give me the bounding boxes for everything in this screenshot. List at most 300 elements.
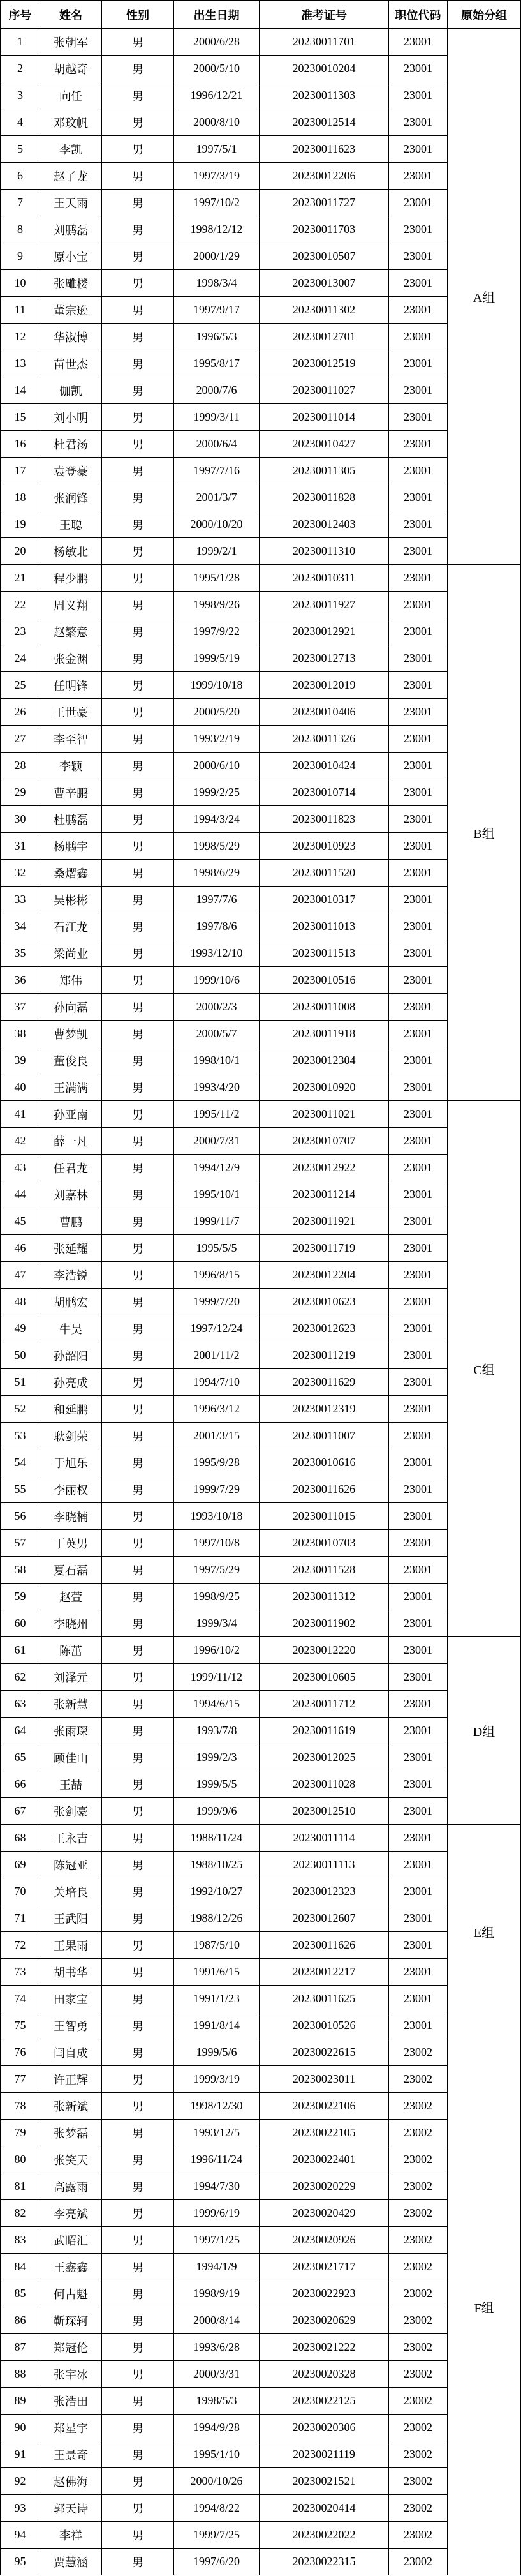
cell-name: 张梦磊 xyxy=(40,2120,101,2146)
cell-gender: 男 xyxy=(102,806,173,832)
cell-name: 王果雨 xyxy=(40,1932,101,1958)
cell-gender: 男 xyxy=(102,860,173,886)
cell-exam-id: 20230011015 xyxy=(260,1503,388,1529)
cell-position-code: 23002 xyxy=(389,2039,447,2065)
cell-gender: 男 xyxy=(102,1262,173,1288)
cell-name: 曹鹏 xyxy=(40,1208,101,1234)
cell-no: 45 xyxy=(1,1208,40,1234)
cell-name: 关培良 xyxy=(40,1878,101,1905)
cell-position-code: 23001 xyxy=(389,1744,447,1771)
cell-birth-date: 1997/10/8 xyxy=(174,1530,259,1556)
cell-exam-id: 20230010427 xyxy=(260,431,388,457)
cell-exam-id: 20230011302 xyxy=(260,297,388,323)
cell-gender: 男 xyxy=(102,2039,173,2065)
cell-no: 24 xyxy=(1,645,40,671)
cell-birth-date: 1988/12/26 xyxy=(174,1905,259,1931)
cell-gender: 男 xyxy=(102,2388,173,2414)
cell-name: 王武阳 xyxy=(40,1905,101,1931)
cell-no: 1 xyxy=(1,29,40,55)
cell-exam-id: 20230021521 xyxy=(260,2468,388,2494)
cell-no: 83 xyxy=(1,2227,40,2253)
cell-gender: 男 xyxy=(102,1128,173,1154)
cell-exam-id: 20230011310 xyxy=(260,538,388,564)
cell-name: 原小宝 xyxy=(40,243,101,269)
cell-no: 93 xyxy=(1,2495,40,2521)
cell-no: 51 xyxy=(1,1369,40,1395)
header-exam-id: 准考证号 xyxy=(260,1,388,28)
cell-birth-date: 1999/2/1 xyxy=(174,538,259,564)
cell-birth-date: 1998/5/3 xyxy=(174,2388,259,2414)
cell-no: 77 xyxy=(1,2066,40,2092)
cell-no: 48 xyxy=(1,1289,40,1315)
cell-exam-id: 20230011927 xyxy=(260,592,388,618)
cell-birth-date: 1997/10/2 xyxy=(174,190,259,216)
cell-gender: 男 xyxy=(102,1396,173,1422)
cell-gender: 男 xyxy=(102,2093,173,2119)
cell-name: 胡越奇 xyxy=(40,56,101,82)
cell-position-code: 23001 xyxy=(389,109,447,135)
cell-gender: 男 xyxy=(102,2522,173,2548)
cell-gender: 男 xyxy=(102,1852,173,1878)
cell-name: 王智勇 xyxy=(40,2012,101,2039)
cell-no: 88 xyxy=(1,2361,40,2387)
cell-position-code: 23002 xyxy=(389,2495,447,2521)
cell-position-code: 23002 xyxy=(389,2361,447,2387)
cell-exam-id: 20230010516 xyxy=(260,967,388,993)
cell-exam-id: 20230011021 xyxy=(260,1101,388,1127)
cell-birth-date: 2000/10/20 xyxy=(174,511,259,537)
cell-name: 武昭汇 xyxy=(40,2227,101,2253)
group-cell: F组 xyxy=(448,2039,520,2575)
cell-gender: 男 xyxy=(102,56,173,82)
cell-gender: 男 xyxy=(102,404,173,430)
cell-position-code: 23001 xyxy=(389,1986,447,2012)
cell-birth-date: 1999/3/4 xyxy=(174,1610,259,1636)
cell-birth-date: 2000/8/10 xyxy=(174,109,259,135)
group-cell: B组 xyxy=(448,565,520,1100)
cell-position-code: 23001 xyxy=(389,216,447,243)
cell-name: 董俊良 xyxy=(40,1047,101,1074)
group-cell: D组 xyxy=(448,1637,520,1824)
cell-position-code: 23001 xyxy=(389,672,447,698)
cell-birth-date: 1991/6/15 xyxy=(174,1959,259,1985)
cell-position-code: 23001 xyxy=(389,163,447,189)
cell-gender: 男 xyxy=(102,1584,173,1610)
cell-gender: 男 xyxy=(102,2334,173,2360)
cell-name: 陈冠亚 xyxy=(40,1852,101,1878)
cell-position-code: 23001 xyxy=(389,806,447,832)
cell-no: 59 xyxy=(1,1584,40,1610)
cell-no: 75 xyxy=(1,2012,40,2039)
cell-exam-id: 20230010923 xyxy=(260,833,388,859)
cell-no: 27 xyxy=(1,726,40,752)
cell-gender: 男 xyxy=(102,699,173,725)
header-birth-date: 出生日期 xyxy=(174,1,259,28)
cell-gender: 男 xyxy=(102,2173,173,2199)
cell-name: 张剑豪 xyxy=(40,1798,101,1824)
cell-gender: 男 xyxy=(102,1289,173,1315)
cell-no: 25 xyxy=(1,672,40,698)
cell-name: 向任 xyxy=(40,82,101,109)
cell-position-code: 23001 xyxy=(389,297,447,323)
cell-birth-date: 1999/6/19 xyxy=(174,2200,259,2226)
cell-exam-id: 20230012204 xyxy=(260,1262,388,1288)
cell-name: 李亮斌 xyxy=(40,2200,101,2226)
cell-birth-date: 2000/6/28 xyxy=(174,29,259,55)
cell-name: 孙韶阳 xyxy=(40,1342,101,1368)
cell-birth-date: 1997/12/24 xyxy=(174,1315,259,1342)
cell-exam-id: 20230010311 xyxy=(260,565,388,591)
cell-gender: 男 xyxy=(102,779,173,805)
cell-gender: 男 xyxy=(102,1476,173,1502)
cell-birth-date: 1999/7/20 xyxy=(174,1289,259,1315)
cell-position-code: 23001 xyxy=(389,270,447,296)
cell-birth-date: 2000/7/6 xyxy=(174,377,259,403)
cell-gender: 男 xyxy=(102,1744,173,1771)
cell-exam-id: 20230012319 xyxy=(260,1396,388,1422)
cell-no: 53 xyxy=(1,1423,40,1449)
cell-name: 王满满 xyxy=(40,1074,101,1100)
cell-gender: 男 xyxy=(102,2361,173,2387)
cell-position-code: 23002 xyxy=(389,2307,447,2333)
cell-no: 70 xyxy=(1,1878,40,1905)
cell-gender: 男 xyxy=(102,1423,173,1449)
cell-birth-date: 1995/11/2 xyxy=(174,1101,259,1127)
cell-birth-date: 2000/1/29 xyxy=(174,243,259,269)
cell-gender: 男 xyxy=(102,1557,173,1583)
cell-position-code: 23001 xyxy=(389,565,447,591)
cell-position-code: 23001 xyxy=(389,994,447,1020)
cell-position-code: 23001 xyxy=(389,324,447,350)
cell-gender: 男 xyxy=(102,1718,173,1744)
cell-gender: 男 xyxy=(102,1208,173,1234)
cell-gender: 男 xyxy=(102,726,173,752)
cell-position-code: 23002 xyxy=(389,2388,447,2414)
cell-name: 赵佛海 xyxy=(40,2468,101,2494)
cell-gender: 男 xyxy=(102,1074,173,1100)
cell-name: 孙向磊 xyxy=(40,994,101,1020)
cell-no: 68 xyxy=(1,1825,40,1851)
cell-no: 20 xyxy=(1,538,40,564)
cell-no: 13 xyxy=(1,350,40,377)
cell-name: 曹辛鹏 xyxy=(40,779,101,805)
cell-exam-id: 20230010616 xyxy=(260,1449,388,1476)
cell-birth-date: 1993/10/18 xyxy=(174,1503,259,1529)
cell-position-code: 23001 xyxy=(389,1047,447,1074)
cell-birth-date: 1991/8/14 xyxy=(174,2012,259,2039)
cell-birth-date: 1992/10/27 xyxy=(174,1878,259,1905)
cell-no: 73 xyxy=(1,1959,40,1985)
cell-position-code: 23001 xyxy=(389,404,447,430)
cell-birth-date: 1997/1/25 xyxy=(174,2227,259,2253)
cell-birth-date: 1996/5/3 xyxy=(174,324,259,350)
cell-birth-date: 1995/5/5 xyxy=(174,1235,259,1261)
cell-exam-id: 20230010707 xyxy=(260,1128,388,1154)
cell-exam-id: 20230012220 xyxy=(260,1637,388,1663)
cell-name: 李至智 xyxy=(40,726,101,752)
cell-position-code: 23001 xyxy=(389,1208,447,1234)
cell-birth-date: 1988/11/24 xyxy=(174,1825,259,1851)
cell-no: 81 xyxy=(1,2173,40,2199)
cell-name: 王鑫鑫 xyxy=(40,2254,101,2280)
cell-position-code: 23001 xyxy=(389,1021,447,1047)
cell-exam-id: 20230022315 xyxy=(260,2549,388,2575)
cell-position-code: 23001 xyxy=(389,887,447,913)
cell-birth-date: 2000/7/31 xyxy=(174,1128,259,1154)
cell-no: 33 xyxy=(1,887,40,913)
cell-name: 赵子龙 xyxy=(40,163,101,189)
cell-no: 63 xyxy=(1,1691,40,1717)
cell-exam-id: 20230010526 xyxy=(260,2012,388,2039)
cell-no: 22 xyxy=(1,592,40,618)
cell-exam-id: 20230012519 xyxy=(260,350,388,377)
cell-exam-id: 20230011520 xyxy=(260,860,388,886)
cell-no: 18 xyxy=(1,484,40,511)
cell-no: 11 xyxy=(1,297,40,323)
cell-birth-date: 2000/6/10 xyxy=(174,753,259,779)
cell-birth-date: 1998/12/12 xyxy=(174,216,259,243)
cell-birth-date: 1998/9/25 xyxy=(174,1584,259,1610)
cell-position-code: 23001 xyxy=(389,190,447,216)
cell-name: 胡书华 xyxy=(40,1959,101,1985)
cell-position-code: 23001 xyxy=(389,1235,447,1261)
cell-position-code: 23001 xyxy=(389,1798,447,1824)
cell-no: 43 xyxy=(1,1155,40,1181)
cell-no: 57 xyxy=(1,1530,40,1556)
cell-birth-date: 1999/9/6 xyxy=(174,1798,259,1824)
cell-gender: 男 xyxy=(102,1181,173,1208)
cell-position-code: 23001 xyxy=(389,618,447,645)
cell-position-code: 23001 xyxy=(389,1771,447,1797)
cell-birth-date: 1999/5/5 xyxy=(174,1771,259,1797)
cell-position-code: 23001 xyxy=(389,1959,447,1985)
cell-gender: 男 xyxy=(102,1530,173,1556)
cell-birth-date: 1997/9/22 xyxy=(174,618,259,645)
cell-no: 52 xyxy=(1,1396,40,1422)
cell-exam-id: 20230012623 xyxy=(260,1315,388,1342)
cell-gender: 男 xyxy=(102,2120,173,2146)
cell-name: 李浩锐 xyxy=(40,1262,101,1288)
cell-no: 55 xyxy=(1,1476,40,1502)
cell-exam-id: 20230011623 xyxy=(260,136,388,162)
cell-exam-id: 20230012025 xyxy=(260,1744,388,1771)
cell-name: 刘泽元 xyxy=(40,1664,101,1690)
cell-gender: 男 xyxy=(102,2495,173,2521)
cell-name: 丁英男 xyxy=(40,1530,101,1556)
cell-gender: 男 xyxy=(102,1235,173,1261)
cell-exam-id: 20230012713 xyxy=(260,645,388,671)
cell-gender: 男 xyxy=(102,672,173,698)
cell-exam-id: 20230011626 xyxy=(260,1932,388,1958)
cell-position-code: 23001 xyxy=(389,1155,447,1181)
cell-exam-id: 20230012403 xyxy=(260,511,388,537)
cell-name: 李晓州 xyxy=(40,1610,101,1636)
cell-birth-date: 2001/11/2 xyxy=(174,1342,259,1368)
cell-position-code: 23002 xyxy=(389,2227,447,2253)
cell-no: 49 xyxy=(1,1315,40,1342)
cell-no: 89 xyxy=(1,2388,40,2414)
cell-position-code: 23001 xyxy=(389,913,447,940)
cell-no: 41 xyxy=(1,1101,40,1127)
cell-name: 贾慧涵 xyxy=(40,2549,101,2575)
cell-no: 58 xyxy=(1,1557,40,1583)
cell-exam-id: 20230011008 xyxy=(260,994,388,1020)
cell-position-code: 23001 xyxy=(389,779,447,805)
cell-birth-date: 1999/5/19 xyxy=(174,645,259,671)
cell-birth-date: 1999/2/25 xyxy=(174,779,259,805)
cell-gender: 男 xyxy=(102,592,173,618)
cell-position-code: 23001 xyxy=(389,1905,447,1931)
cell-birth-date: 1998/5/29 xyxy=(174,833,259,859)
cell-position-code: 23001 xyxy=(389,1878,447,1905)
cell-birth-date: 1995/8/17 xyxy=(174,350,259,377)
cell-name: 桑熠鑫 xyxy=(40,860,101,886)
cell-name: 靳琛轲 xyxy=(40,2307,101,2333)
cell-no: 91 xyxy=(1,2441,40,2467)
cell-exam-id: 20230011027 xyxy=(260,377,388,403)
cell-exam-id: 20230022105 xyxy=(260,2120,388,2146)
cell-exam-id: 20230011219 xyxy=(260,1342,388,1368)
cell-gender: 男 xyxy=(102,1959,173,1985)
cell-name: 张笑天 xyxy=(40,2146,101,2173)
cell-no: 90 xyxy=(1,2415,40,2441)
cell-exam-id: 20230010623 xyxy=(260,1289,388,1315)
cell-name: 李晓楠 xyxy=(40,1503,101,1529)
cell-no: 85 xyxy=(1,2280,40,2307)
cell-gender: 男 xyxy=(102,1449,173,1476)
cell-exam-id: 20230011014 xyxy=(260,404,388,430)
cell-exam-id: 20230010920 xyxy=(260,1074,388,1100)
cell-name: 邓玟帆 xyxy=(40,109,101,135)
cell-birth-date: 1994/12/9 xyxy=(174,1155,259,1181)
cell-exam-id: 20230012922 xyxy=(260,1155,388,1181)
cell-exam-id: 20230011528 xyxy=(260,1557,388,1583)
cell-gender: 男 xyxy=(102,1021,173,1047)
cell-gender: 男 xyxy=(102,2468,173,2494)
cell-no: 79 xyxy=(1,2120,40,2146)
cell-name: 闫自成 xyxy=(40,2039,101,2065)
cell-name: 刘小明 xyxy=(40,404,101,430)
cell-no: 39 xyxy=(1,1047,40,1074)
cell-name: 郭天诗 xyxy=(40,2495,101,2521)
cell-name: 高露雨 xyxy=(40,2173,101,2199)
cell-birth-date: 1988/10/25 xyxy=(174,1852,259,1878)
cell-birth-date: 1991/1/23 xyxy=(174,1986,259,2012)
cell-name: 耿剑荣 xyxy=(40,1423,101,1449)
cell-gender: 男 xyxy=(102,1047,173,1074)
cell-birth-date: 1987/5/10 xyxy=(174,1932,259,1958)
cell-exam-id: 20230013007 xyxy=(260,270,388,296)
cell-gender: 男 xyxy=(102,940,173,966)
cell-position-code: 23001 xyxy=(389,136,447,162)
cell-exam-id: 20230011028 xyxy=(260,1771,388,1797)
cell-name: 董宗逊 xyxy=(40,297,101,323)
cell-gender: 男 xyxy=(102,163,173,189)
cell-position-code: 23001 xyxy=(389,1128,447,1154)
cell-name: 张雨琛 xyxy=(40,1718,101,1744)
cell-position-code: 23001 xyxy=(389,1557,447,1583)
cell-no: 19 xyxy=(1,511,40,537)
cell-name: 华淑博 xyxy=(40,324,101,350)
cell-gender: 男 xyxy=(102,1771,173,1797)
cell-birth-date: 2000/5/20 xyxy=(174,699,259,725)
cell-birth-date: 1994/1/9 xyxy=(174,2254,259,2280)
cell-gender: 男 xyxy=(102,377,173,403)
cell-no: 69 xyxy=(1,1852,40,1878)
cell-name: 张延耀 xyxy=(40,1235,101,1261)
cell-no: 64 xyxy=(1,1718,40,1744)
cell-name: 程少鹏 xyxy=(40,565,101,591)
cell-no: 47 xyxy=(1,1262,40,1288)
cell-exam-id: 20230012206 xyxy=(260,163,388,189)
cell-no: 7 xyxy=(1,190,40,216)
cell-position-code: 23001 xyxy=(389,1262,447,1288)
cell-exam-id: 20230021119 xyxy=(260,2441,388,2467)
cell-position-code: 23001 xyxy=(389,1503,447,1529)
cell-position-code: 23002 xyxy=(389,2200,447,2226)
cell-name: 周义翔 xyxy=(40,592,101,618)
cell-gender: 男 xyxy=(102,2549,173,2575)
cell-birth-date: 1996/3/12 xyxy=(174,1396,259,1422)
cell-name: 张朝军 xyxy=(40,29,101,55)
cell-name: 赵萱 xyxy=(40,1584,101,1610)
cell-name: 薛一凡 xyxy=(40,1128,101,1154)
cell-gender: 男 xyxy=(102,1315,173,1342)
cell-gender: 男 xyxy=(102,243,173,269)
cell-name: 伽凯 xyxy=(40,377,101,403)
cell-no: 82 xyxy=(1,2200,40,2226)
cell-no: 84 xyxy=(1,2254,40,2280)
cell-gender: 男 xyxy=(102,1637,173,1663)
header-name: 姓名 xyxy=(40,1,101,28)
cell-gender: 男 xyxy=(102,1691,173,1717)
cell-gender: 男 xyxy=(102,967,173,993)
cell-gender: 男 xyxy=(102,511,173,537)
cell-position-code: 23002 xyxy=(389,2093,447,2119)
cell-name: 王喆 xyxy=(40,1771,101,1797)
cell-name: 李凯 xyxy=(40,136,101,162)
cell-exam-id: 20230011712 xyxy=(260,1691,388,1717)
cell-name: 王景奇 xyxy=(40,2441,101,2467)
cell-gender: 男 xyxy=(102,913,173,940)
cell-name: 石江龙 xyxy=(40,913,101,940)
cell-no: 46 xyxy=(1,1235,40,1261)
cell-name: 孙亮成 xyxy=(40,1369,101,1395)
cell-name: 顾佳山 xyxy=(40,1744,101,1771)
cell-gender: 男 xyxy=(102,1503,173,1529)
cell-exam-id: 20230011326 xyxy=(260,726,388,752)
cell-name: 许正辉 xyxy=(40,2066,101,2092)
cell-birth-date: 1998/12/30 xyxy=(174,2093,259,2119)
cell-name: 梁尚业 xyxy=(40,940,101,966)
cell-name: 杨鹏宇 xyxy=(40,833,101,859)
cell-no: 76 xyxy=(1,2039,40,2065)
cell-exam-id: 20230011719 xyxy=(260,1235,388,1261)
cell-exam-id: 20230011214 xyxy=(260,1181,388,1208)
cell-name: 张雕楼 xyxy=(40,270,101,296)
cell-position-code: 23002 xyxy=(389,2415,447,2441)
cell-no: 67 xyxy=(1,1798,40,1824)
cell-name: 王永吉 xyxy=(40,1825,101,1851)
cell-no: 80 xyxy=(1,2146,40,2173)
cell-position-code: 23001 xyxy=(389,1932,447,1958)
cell-birth-date: 1994/8/22 xyxy=(174,2495,259,2521)
cell-name: 张新慧 xyxy=(40,1691,101,1717)
cell-name: 孙亚南 xyxy=(40,1101,101,1127)
cell-exam-id: 20230020328 xyxy=(260,2361,388,2387)
cell-gender: 男 xyxy=(102,1986,173,2012)
cell-exam-id: 20230012921 xyxy=(260,618,388,645)
